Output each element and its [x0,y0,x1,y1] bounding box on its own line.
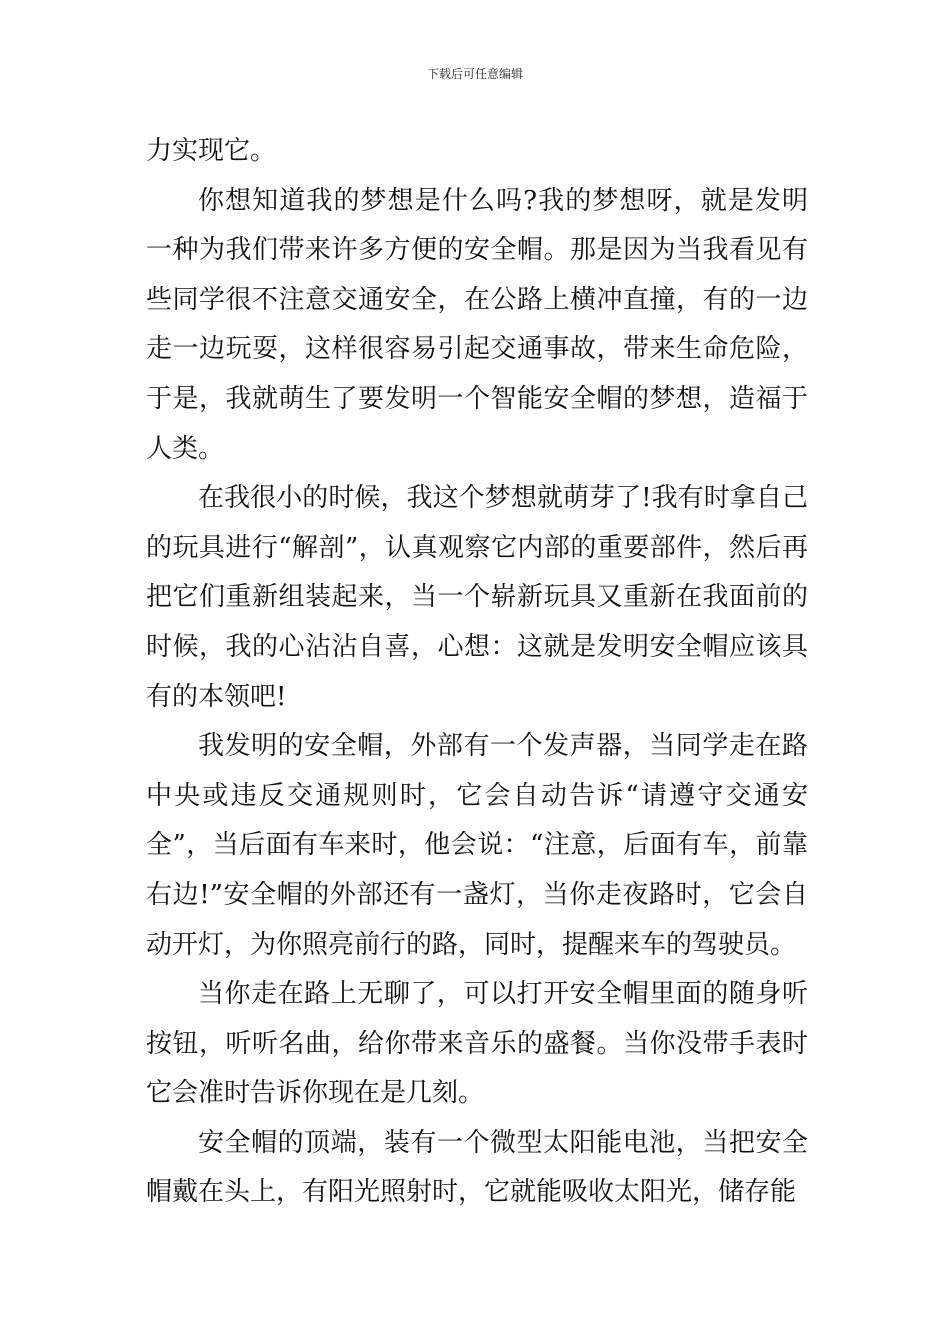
paragraph: 我发明的安全帽，外部有一个发声器，当同学走在路中央或违反交通规则时，它会自动告诉“请遵守交通安全”，当后面有车来时，他会说：“注意，后面有车，前靠右边!”安全帽的外部还有一盏灯，当你走夜路时，它会自动开灯，为你照亮前行的路，同时，提醒来车的驾驶员。 [146,731,808,960]
paragraph: 在我很小的时候，我这个梦想就萌芽了!我有时拿自己的玩具进行“解剖”，认真观察它内部的重要部件，然后再把它们重新组装起来，当一个崭新玩具又重新在我面前的时候，我的心沾沾自喜，心想：这就是发明安全帽应该具有的本领吧! [146,483,808,712]
paragraph-continuation: 力实现它。 [146,136,277,166]
paragraph: 安全帽的顶端，装有一个微型太阳能电池，当把安全帽戴在头上，有阳光照射时，它就能吸收太阳光，储存能 [146,1127,808,1208]
paragraph: 你想知道我的梦想是什么吗?我的梦想呀，就是发明一种为我们带来许多方便的安全帽。那是因为当我看见有些同学很不注意交通安全，在公路上横冲直撞，有的一边走一边玩耍，这样很容易引起交通事故，带来生命危险，于是，我就萌生了要发明一个智能安全帽的梦想，造福于人类。 [146,185,808,464]
page-header: 下载后可任意编辑 [426,67,523,81]
paragraph: 当你走在路上无聊了，可以打开安全帽里面的随身听按钮，听听名曲，给你带来音乐的盛餐。当你没带手表时它会准时告诉你现在是几刻。 [146,979,808,1109]
document-body [146,127,808,1218]
